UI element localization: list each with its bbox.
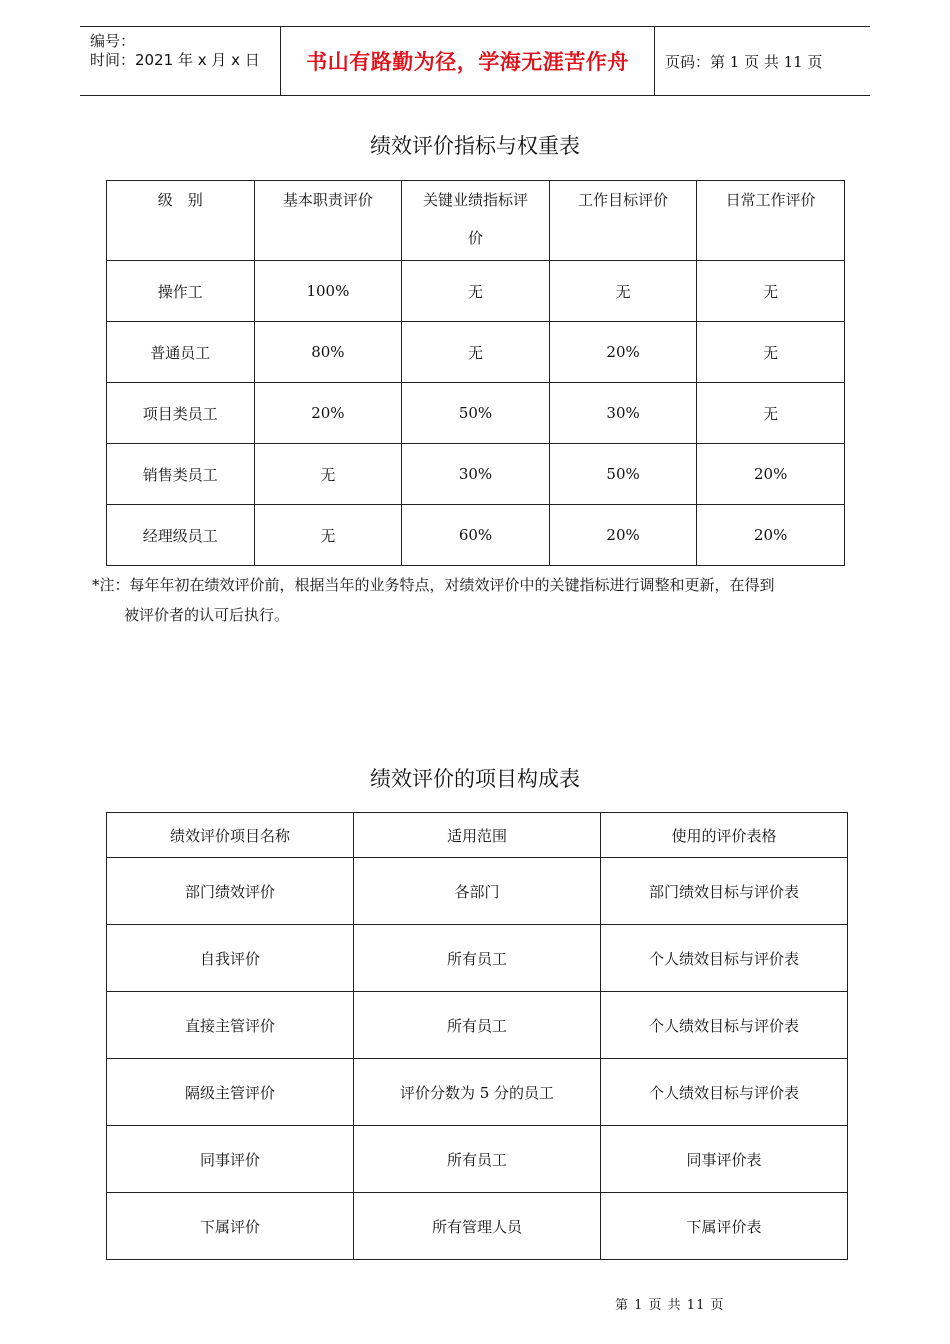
- table-row: [107, 261, 845, 322]
- table-cell: 操作工: [107, 261, 255, 322]
- table-row: [107, 1126, 848, 1193]
- table-cell: 30%: [402, 444, 550, 505]
- table-cell: 无: [549, 261, 697, 322]
- table-cell: 个人绩效目标与评价表: [601, 925, 848, 992]
- table-cell: 20%: [697, 505, 845, 566]
- table-cell: 无: [254, 505, 402, 566]
- document-time: 时间：2021 年 x 月 x 日: [90, 51, 260, 69]
- table-cell: 无: [697, 322, 845, 383]
- note-line-2: 被评价者的认可后执行。: [124, 606, 290, 624]
- table-cell: 下属评价表: [601, 1193, 848, 1260]
- table-row: [107, 1193, 848, 1260]
- header-cell-work-goal: 工作目标评价: [549, 181, 697, 261]
- table-cell: 20%: [254, 383, 402, 444]
- table-cell: 同事评价表: [601, 1126, 848, 1193]
- header-cell-form: 使用的评价表格: [601, 813, 848, 858]
- table-cell: 30%: [549, 383, 697, 444]
- table-cell: 50%: [549, 444, 697, 505]
- table-row: [107, 383, 845, 444]
- table-row: [107, 322, 845, 383]
- table2-title: 绩效评价的项目构成表: [370, 767, 580, 791]
- table-cell: 项目类员工: [107, 383, 255, 444]
- table-cell: 隔级主管评价: [107, 1059, 354, 1126]
- table-cell: 20%: [549, 322, 697, 383]
- table-cell: 50%: [402, 383, 550, 444]
- table-cell: 个人绩效目标与评价表: [601, 1059, 848, 1126]
- table-cell: 20%: [549, 505, 697, 566]
- header-page-info: 页码：第 1 页 共 11 页: [665, 52, 823, 71]
- table-header-row: [107, 813, 848, 858]
- header-cell-level: 级 别: [107, 181, 255, 261]
- table-cell: 部门绩效评价: [107, 858, 354, 925]
- header-motto: 书山有路勤为径，学海无涯苦作舟: [306, 50, 629, 74]
- table-row: [107, 505, 845, 566]
- table-header-row: [107, 181, 845, 261]
- header-cell-daily-work: 日常工作评价: [697, 181, 845, 261]
- table-row: [107, 444, 845, 505]
- table-cell: 销售类员工: [107, 444, 255, 505]
- table-row: [107, 1059, 848, 1126]
- table1-title: 绩效评价指标与权重表: [370, 134, 580, 158]
- weight-table: [106, 180, 845, 566]
- page-header: [80, 26, 870, 96]
- header-meta: [80, 27, 281, 95]
- table1-note: [92, 570, 862, 630]
- table-cell: 100%: [254, 261, 402, 322]
- table-cell: 直接主管评价: [107, 992, 354, 1059]
- table-cell: 评价分数为 5 分的员工: [354, 1059, 601, 1126]
- table-row: [107, 992, 848, 1059]
- table-cell: 普通员工: [107, 322, 255, 383]
- table-cell: 经理级员工: [107, 505, 255, 566]
- table-cell: 自我评价: [107, 925, 354, 992]
- table-cell: 无: [697, 261, 845, 322]
- table-cell: 所有管理人员: [354, 1193, 601, 1260]
- table-cell: 无: [254, 444, 402, 505]
- header-cell-item-name: 绩效评价项目名称: [107, 813, 354, 858]
- table-cell: 同事评价: [107, 1126, 354, 1193]
- table-cell: 所有员工: [354, 925, 601, 992]
- document-number-label: 编号：: [90, 32, 136, 50]
- page-footer: 第 1 页 共 11 页: [615, 1298, 725, 1313]
- header-motto-cell: [281, 27, 655, 95]
- table-cell: 60%: [402, 505, 550, 566]
- table-cell: 无: [402, 261, 550, 322]
- composition-table: [106, 812, 848, 1260]
- header-cell-scope: 适用范围: [354, 813, 601, 858]
- note-line-1: *注：每年年初在绩效评价前，根据当年的业务特点，对绩效评价中的关键指标进行调整和更新，在得到: [92, 576, 775, 594]
- table-cell: 所有员工: [354, 1126, 601, 1193]
- header-cell-basic-duty: 基本职责评价: [254, 181, 402, 261]
- table-row: [107, 858, 848, 925]
- table-cell: 20%: [697, 444, 845, 505]
- table-cell: 无: [697, 383, 845, 444]
- header-cell-kpi: 关键业绩指标评价: [402, 181, 550, 261]
- table-cell: 下属评价: [107, 1193, 354, 1260]
- table-cell: 部门绩效目标与评价表: [601, 858, 848, 925]
- table-cell: 所有员工: [354, 992, 601, 1059]
- table-cell: 各部门: [354, 858, 601, 925]
- table-cell: 个人绩效目标与评价表: [601, 992, 848, 1059]
- table-cell: 80%: [254, 322, 402, 383]
- table-cell: 无: [402, 322, 550, 383]
- table-row: [107, 925, 848, 992]
